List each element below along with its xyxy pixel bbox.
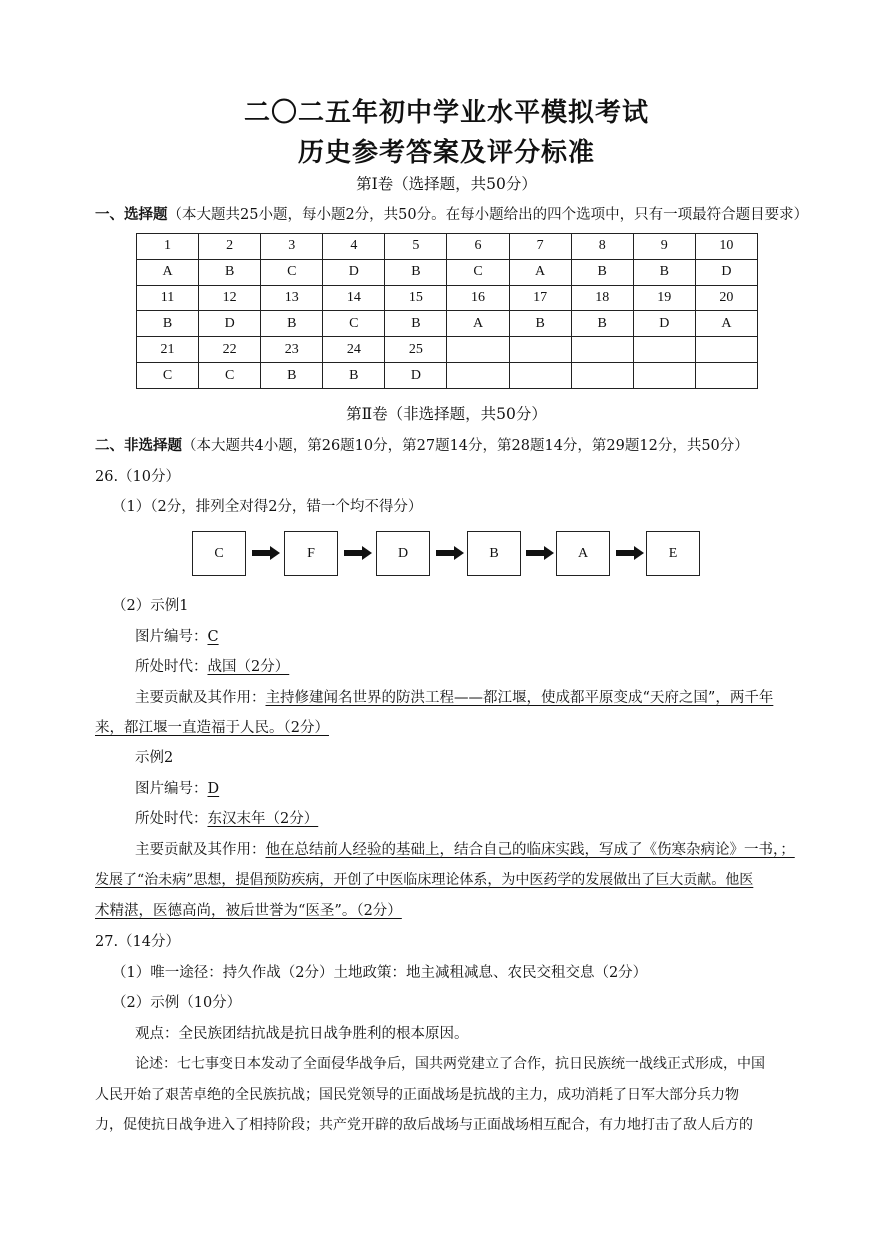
table-cell: 2 <box>199 234 261 260</box>
ex1-contribution-label: 主要贡献及其作用： <box>135 690 266 706</box>
ex2-picture-label: 图片编号： <box>135 781 208 797</box>
table-cell: 1 <box>137 234 199 260</box>
table-cell: 3 <box>261 234 323 260</box>
table-cell: B <box>199 259 261 285</box>
ex2-era-line <box>135 807 318 828</box>
q27-view: 观点：全民族团结抗战是抗日战争胜利的根本原因。 <box>135 1026 469 1042</box>
table-cell: A <box>447 311 509 337</box>
ex2-picture-line <box>135 777 219 798</box>
table-cell <box>571 337 633 363</box>
ex1-contribution-line1 <box>135 686 773 707</box>
sequence-box: B <box>467 531 521 576</box>
right-arrow-icon <box>526 546 554 560</box>
table-cell: B <box>323 363 385 389</box>
table-row <box>137 363 758 389</box>
sequence-box: F <box>284 531 338 576</box>
table-cell: 16 <box>447 285 509 311</box>
q27-argument-line2: 人民开始了艰苦卓绝的全民族抗战；国民党领导的正面战场是抗战的主力，成功消耗了日军大部分兵力物 <box>95 1087 739 1103</box>
part1-heading: 第Ⅰ卷（选择题，共50分） <box>356 175 537 193</box>
table-cell <box>447 337 509 363</box>
table-cell: 14 <box>323 285 385 311</box>
section1-desc: （本大题共25小题，每小题2分，共50分。在每小题给出的四个选项中，只有一项最符合题目要求） <box>167 207 809 223</box>
table-cell <box>633 337 695 363</box>
table-cell: D <box>695 259 757 285</box>
table-cell: 21 <box>137 337 199 363</box>
right-arrow-icon <box>616 546 644 560</box>
ex2-contribution-line3: 术精湛，医德高尚，被后世誉为“医圣”。（2分） <box>95 903 402 919</box>
table-cell: B <box>571 259 633 285</box>
table-cell: C <box>323 311 385 337</box>
document-subtitle: 历史参考答案及评分标准 <box>297 138 595 168</box>
ex1-picture-line <box>135 625 219 646</box>
table-cell: B <box>261 363 323 389</box>
table-cell: B <box>385 259 447 285</box>
q27-sub2: （2）示例（10分） <box>112 995 242 1011</box>
q27-argument-line1: 论述：七七事变日本发动了全面侵华战争后，国共两党建立了合作，抗日民族统一战线正式形成，中国 <box>135 1056 765 1072</box>
table-cell: B <box>571 311 633 337</box>
ex1-contribution-text: 主持修建闻名世界的防洪工程——都江堰，使成都平原变成“天府之国”，两千年 <box>265 690 774 706</box>
table-cell: 25 <box>385 337 447 363</box>
table-cell: 10 <box>695 234 757 260</box>
q27-number: 27.（14分） <box>95 934 181 950</box>
section1-heading: 一、选择题 <box>95 206 168 223</box>
table-cell <box>509 337 571 363</box>
ex2-picture-value: D <box>207 781 220 797</box>
table-row <box>137 234 758 260</box>
table-cell: 7 <box>509 234 571 260</box>
sequence-box: C <box>192 531 246 576</box>
right-arrow-icon <box>252 546 280 560</box>
table-cell: C <box>447 259 509 285</box>
ex2-contribution-label: 主要贡献及其作用： <box>135 842 266 858</box>
table-cell: 24 <box>323 337 385 363</box>
table-cell: D <box>633 311 695 337</box>
table-cell <box>447 363 509 389</box>
ex2-contribution-line2: 发展了“治未病”思想，提倡预防疾病，开创了中医临床理论体系，为中医药学的发展做出了巨大贡献。他医 <box>95 872 754 888</box>
ex1-picture-label: 图片编号： <box>135 629 208 645</box>
sequence-box: A <box>556 531 610 576</box>
table-cell: 6 <box>447 234 509 260</box>
table-cell: A <box>137 259 199 285</box>
table-cell: 19 <box>633 285 695 311</box>
section2-heading: 二、非选择题 <box>95 437 182 454</box>
ex2-era-label: 所处时代： <box>135 811 208 827</box>
table-cell: 13 <box>261 285 323 311</box>
table-row <box>137 285 758 311</box>
table-cell: 17 <box>509 285 571 311</box>
ex1-era-line <box>135 655 289 676</box>
ex1-picture-value: C <box>207 629 219 645</box>
table-cell: B <box>509 311 571 337</box>
table-cell <box>571 363 633 389</box>
ex1-contribution-line2: 来，都江堰一直造福于人民。（2分） <box>95 720 329 736</box>
table-cell: 23 <box>261 337 323 363</box>
ex2-contribution-text: 他在总结前人经验的基础上，结合自己的临床实践，写成了《伤寒杂病论》一书，； <box>265 842 795 858</box>
right-arrow-icon <box>436 546 464 560</box>
section2-line <box>95 434 749 455</box>
table-cell: D <box>199 311 261 337</box>
table-cell <box>509 363 571 389</box>
table-cell: C <box>137 363 199 389</box>
q26-number: 26.（10分） <box>95 469 181 485</box>
table-cell: B <box>385 311 447 337</box>
table-cell: A <box>509 259 571 285</box>
table-cell: C <box>261 259 323 285</box>
ex2-title: 示例2 <box>135 750 174 766</box>
table-cell <box>695 337 757 363</box>
table-cell: 18 <box>571 285 633 311</box>
answer-table <box>136 233 758 389</box>
table-cell: 12 <box>199 285 261 311</box>
q26-sub2: （2）示例1 <box>112 598 189 614</box>
sequence-box: E <box>646 531 700 576</box>
sequence-box: D <box>376 531 430 576</box>
table-row <box>137 337 758 363</box>
table-row <box>137 311 758 337</box>
q26-sub1: （1）（2分，排列全对得2分，错一个均不得分） <box>112 499 423 515</box>
table-cell: C <box>199 363 261 389</box>
part2-heading: 第Ⅱ卷（非选择题，共50分） <box>346 405 547 423</box>
table-cell: 11 <box>137 285 199 311</box>
ex1-era-label: 所处时代： <box>135 659 208 675</box>
table-row <box>137 259 758 285</box>
section1-line <box>95 203 808 224</box>
table-cell: B <box>137 311 199 337</box>
document-title: 二〇二五年初中学业水平模拟考试 <box>243 98 649 128</box>
q27-sub1: （1）唯一途径：持久作战（2分）土地政策：地主减租减息、农民交租交息（2分） <box>112 965 648 981</box>
table-cell: 9 <box>633 234 695 260</box>
table-cell: D <box>385 363 447 389</box>
ex2-era-value: 东汉末年（2分） <box>207 811 319 827</box>
table-cell <box>695 363 757 389</box>
table-cell: 20 <box>695 285 757 311</box>
ex1-era-value: 战国（2分） <box>207 659 290 675</box>
table-cell: B <box>261 311 323 337</box>
q27-argument-line3: 力，促使抗日战争进入了相持阶段；共产党开辟的敌后战场与正面战场相互配合，有力地打击了敌人后方的 <box>95 1117 753 1133</box>
table-cell: B <box>633 259 695 285</box>
table-cell <box>633 363 695 389</box>
table-cell: 4 <box>323 234 385 260</box>
table-cell: D <box>323 259 385 285</box>
table-cell: 15 <box>385 285 447 311</box>
table-cell: 22 <box>199 337 261 363</box>
table-cell: 8 <box>571 234 633 260</box>
right-arrow-icon <box>344 546 372 560</box>
section2-desc: （本大题共4小题，第26题10分，第27题14分，第28题14分，第29题12分，共50分） <box>182 438 749 454</box>
table-cell: A <box>695 311 757 337</box>
table-cell: 5 <box>385 234 447 260</box>
ex2-contribution-line1 <box>135 838 795 859</box>
